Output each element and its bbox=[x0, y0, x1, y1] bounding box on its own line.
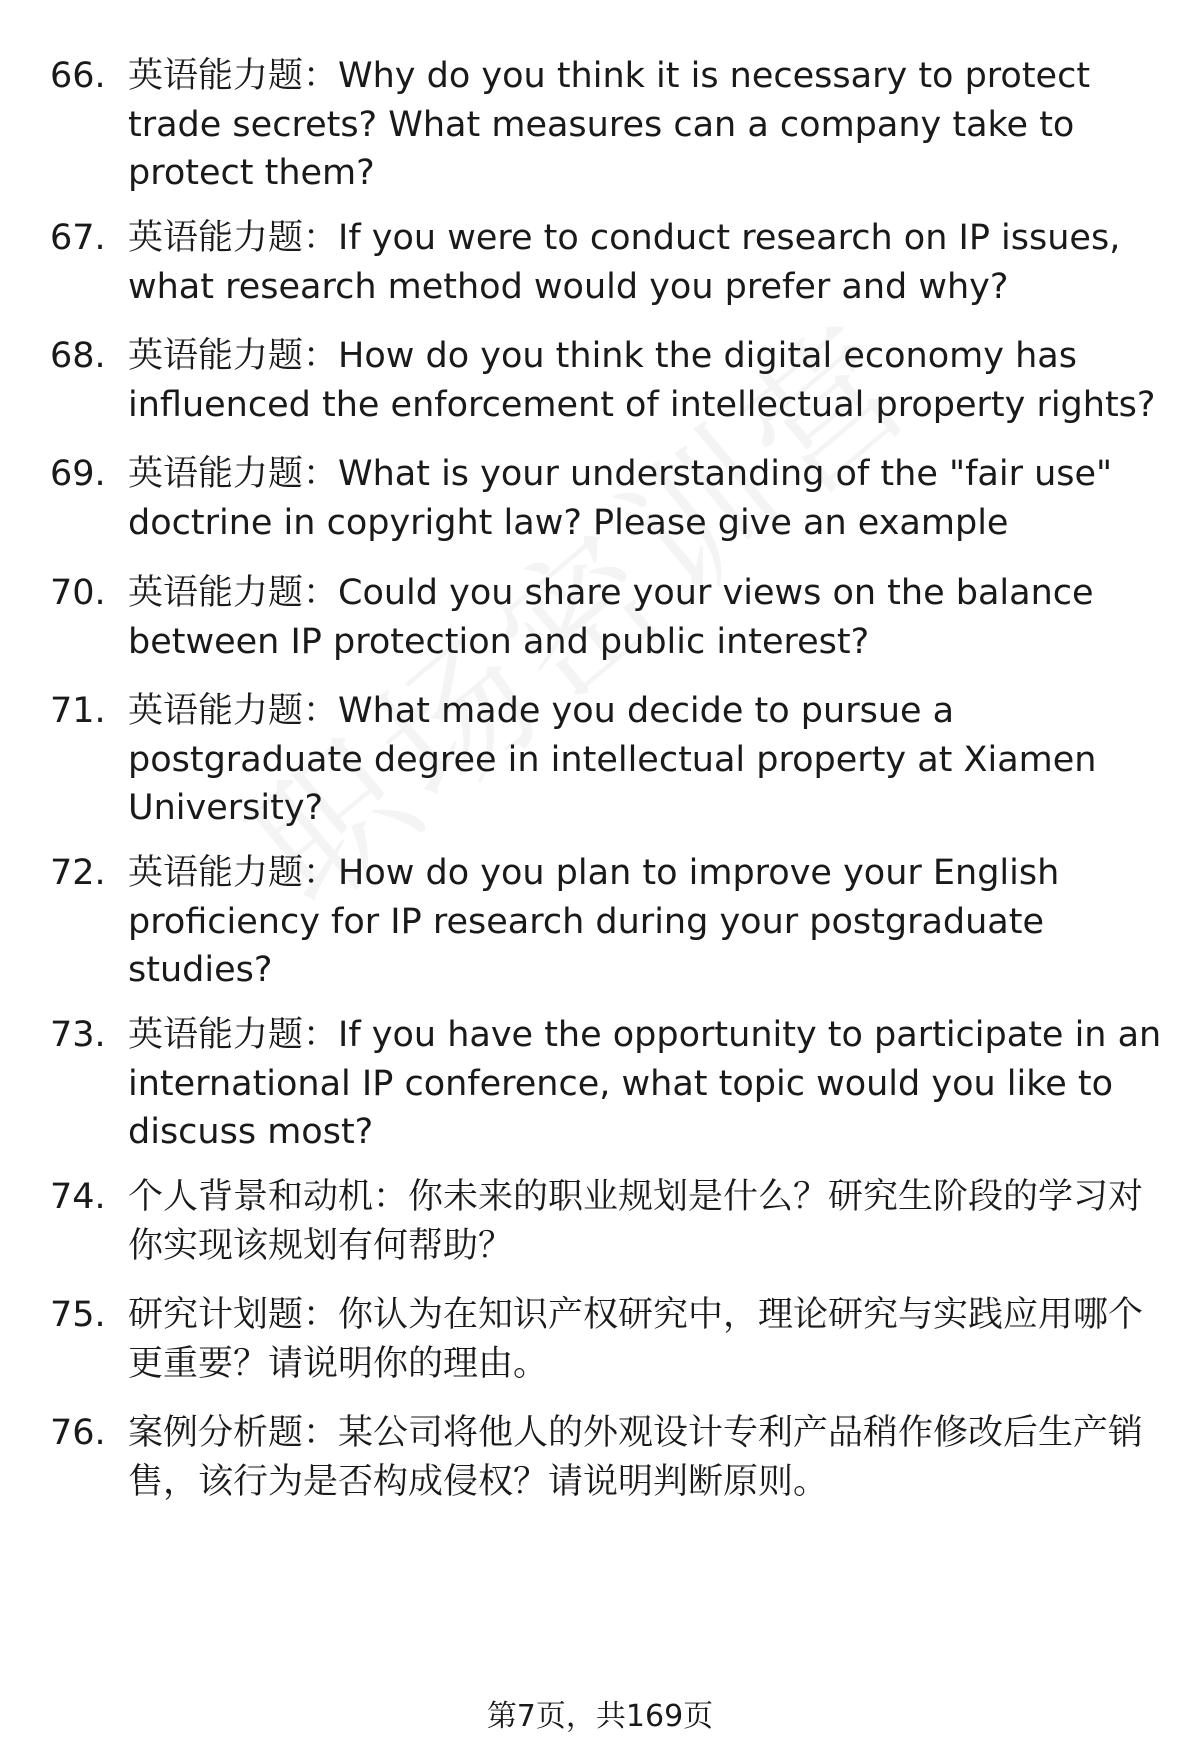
question-text: 研究计划题：你认为在知识产权研究中，理论研究与实践应用哪个更重要？请说明你的理由。 bbox=[128, 1295, 1144, 1384]
page-footer bbox=[0, 1697, 1200, 1737]
question-text: 英语能力题：Could you share your views on the balance between IP protection and public interest? bbox=[128, 573, 1094, 662]
question-text: 英语能力题：Why do you think it is necessary to protect trade secrets? What measures can a company take to protect them? bbox=[128, 56, 1091, 193]
question-number: 68. bbox=[50, 336, 106, 376]
question-number: 73. bbox=[50, 1015, 106, 1055]
question-number: 67. bbox=[50, 218, 106, 258]
page-number-label: 第7页，共169页 bbox=[486, 1699, 714, 1734]
question-number: 75. bbox=[50, 1295, 106, 1335]
question-number: 71. bbox=[50, 691, 106, 731]
question-number: 72. bbox=[50, 853, 106, 893]
question-text: 案例分析题：某公司将他人的外观设计专利产品稍作修改后生产销售，该行为是否构成侵权？请说明判断原则。 bbox=[128, 1413, 1144, 1502]
question-text: 英语能力题：How do you plan to improve your English proficiency for IP research during your postgraduate studies? bbox=[128, 853, 1060, 990]
question-text: 英语能力题：If you were to conduct research on IP issues, what research method would you prefer and why? bbox=[128, 218, 1121, 307]
question-number: 66. bbox=[50, 56, 106, 96]
question-text: 英语能力题：How do you think the digital economy has influenced the enforcement of intellectual property rights? bbox=[128, 336, 1156, 425]
question-number: 69. bbox=[50, 454, 106, 494]
question-text: 英语能力题：If you have the opportunity to participate in an international IP conference, what topic would you like to discuss most? bbox=[128, 1015, 1162, 1152]
question-text: 英语能力题：What is your understanding of the "fair use" doctrine in copyright law? Please give an example bbox=[128, 454, 1113, 543]
question-number: 74. bbox=[50, 1177, 106, 1217]
question-number: 70. bbox=[50, 573, 106, 613]
question-text: 个人背景和动机：你未来的职业规划是什么？研究生阶段的学习对你实现该规划有何帮助？ bbox=[128, 1177, 1144, 1266]
question-text: 英语能力题：What made you decide to pursue a postgraduate degree in intellectual property at Xiamen University? bbox=[128, 691, 1097, 828]
question-number: 76. bbox=[50, 1413, 106, 1453]
